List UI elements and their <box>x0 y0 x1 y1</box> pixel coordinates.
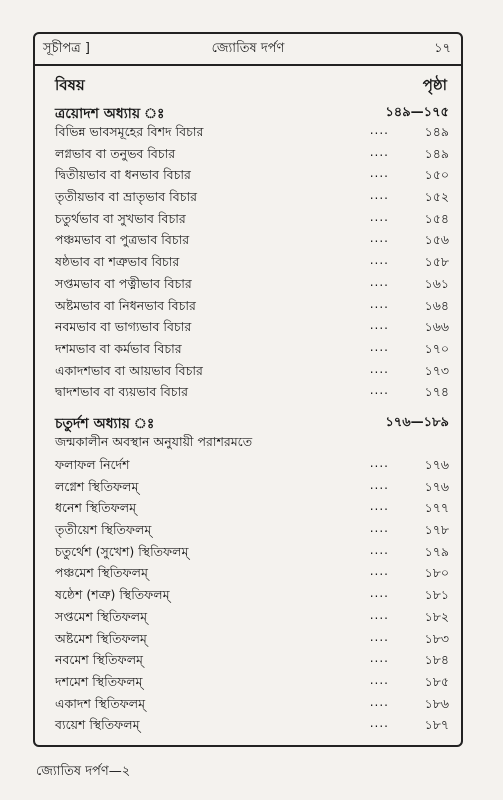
toc-entry <box>55 144 449 166</box>
toc-entry <box>55 455 449 477</box>
toc-entry-leader: .... <box>369 651 389 666</box>
toc-entry-page: ১৭০ <box>424 340 449 356</box>
toc-entry <box>55 165 449 187</box>
toc-entry-label: ষষ্ঠভাব বা শত্রুভাব বিচার <box>55 254 180 270</box>
toc-entry <box>55 230 449 252</box>
toc-entry-leader: .... <box>369 253 389 268</box>
toc-entry <box>55 629 449 651</box>
section-2-subheading: জন্মকালীন অবস্থান অনুযায়ী পরাশরমতে <box>55 434 253 449</box>
toc-entry-leader: .... <box>369 383 389 398</box>
toc-entry <box>55 296 449 318</box>
toc-entry-page: ১৪৯ <box>424 145 449 161</box>
toc-entry-leader: .... <box>369 456 389 470</box>
toc-entry-label: তৃতীয়েশ স্থিতিফলম্ <box>55 522 152 538</box>
toc-entry <box>55 382 449 404</box>
toc-entry <box>55 650 449 672</box>
toc-entry-leader: .... <box>369 339 389 354</box>
toc-entry-page: ১৮৭ <box>424 717 449 733</box>
toc-entry-leader: .... <box>369 607 389 622</box>
toc-entry-leader: .... <box>369 694 389 709</box>
toc-entry-label: দ্বিতীয়ভাব বা ধনভাব বিচার <box>55 167 191 183</box>
section-1-range: ১৪৯—১৭৫ <box>385 105 449 120</box>
toc-entry-page: ১৭৬ <box>424 457 449 472</box>
toc-entry-label: অষ্টমভাব বা নিধনভাব বিচার <box>55 297 196 313</box>
contents-frame <box>33 32 463 747</box>
page-column-heading: পৃষ্ঠা <box>422 76 447 94</box>
toc-entry-leader: .... <box>369 361 389 376</box>
toc-entry-leader: .... <box>369 629 389 644</box>
toc-entry <box>55 520 449 542</box>
toc-entry <box>55 317 449 339</box>
toc-entry-label: ধনেশ স্থিতিফলম্ <box>55 500 137 516</box>
toc-entry-page: ১৮২ <box>424 608 449 624</box>
toc-entry-label: সপ্তমেশ স্থিতিফলম্ <box>55 608 148 624</box>
toc-entry-label: অষ্টমেশ স্থিতিফলম্ <box>55 630 147 646</box>
toc-entry-leader: .... <box>369 188 389 203</box>
toc-entry-leader: .... <box>369 318 389 333</box>
running-head-title: জ্যোতিষ দর্পণ <box>211 41 285 56</box>
toc-entry-leader: .... <box>369 209 389 224</box>
toc-entry <box>55 563 449 585</box>
toc-entry-page: ১৮৫ <box>424 673 449 689</box>
toc-entry <box>55 477 449 499</box>
toc-entry-page: ১৪৯ <box>424 124 449 139</box>
section-2-range: ১৭৬—১৮৯ <box>385 415 449 430</box>
toc-entry-label: চতুর্থেশ (সুখেশ) স্থিতিফলম্ <box>55 543 189 559</box>
toc-entry-page: ১৫২ <box>424 189 449 205</box>
toc-entry-page: ১৭৭ <box>424 500 449 516</box>
toc-entry <box>55 122 449 144</box>
toc-entry-label: দশমভাব বা কর্মভাব বিচার <box>55 340 182 356</box>
toc-entry-page: ১৮০ <box>424 565 449 581</box>
toc-entry-leader: .... <box>369 542 389 557</box>
toc-entry-page: ১৫৬ <box>424 232 449 248</box>
section-2-title: চতুর্দশ অধ্যায় ঃ <box>55 416 155 432</box>
toc-entry <box>55 187 449 209</box>
toc-entry-page: ১৮৬ <box>424 695 449 711</box>
toc-entry-page: ১৫৪ <box>424 210 449 226</box>
toc-entry-leader: .... <box>369 672 389 687</box>
toc-entry-leader: .... <box>369 499 389 514</box>
toc-entry-leader: .... <box>369 144 389 159</box>
toc-entry-page: ১৭৪ <box>424 384 449 400</box>
toc-entry-label: সপ্তমভাব বা পত্নীভাব বিচার <box>55 275 192 291</box>
toc-entry-label: নবমভাব বা ভাগ্যভাব বিচার <box>55 319 192 335</box>
toc-entry <box>55 274 449 296</box>
toc-entry <box>55 694 449 716</box>
toc-entry-label: পঞ্চমভাব বা পুত্রভাব বিচার <box>55 232 190 248</box>
toc-entry-page: ১৬৪ <box>424 297 449 313</box>
toc-entry-page: ১৮৪ <box>424 652 449 668</box>
toc-entry-leader: .... <box>369 296 389 311</box>
toc-entry-label: ফলাফল নির্দেশ <box>55 457 130 472</box>
page-footer: জ্যোতিষ দর্পণ—২ <box>36 764 131 779</box>
page-number: ১৭ <box>434 41 451 56</box>
toc-entry <box>55 585 449 607</box>
toc-entry-page: ১৬১ <box>424 275 449 291</box>
toc-entry-label: পঞ্চমেশ স্থিতিফলম্ <box>55 565 148 581</box>
toc-entry-label: একাদশ স্থিতিফলম্ <box>55 695 146 711</box>
toc-entry <box>55 672 449 694</box>
toc-entry <box>55 339 449 361</box>
toc-entry-page: ১৮১ <box>424 587 449 603</box>
section-2-list <box>55 455 449 737</box>
toc-entry-label: নবমেশ স্থিতিফলম্ <box>55 652 143 668</box>
toc-entry-label: ব্যয়েশ স্থিতিফলম্ <box>55 717 140 733</box>
toc-entry <box>55 361 449 383</box>
toc-entry-leader: .... <box>369 716 389 731</box>
toc-entry <box>55 607 449 629</box>
toc-entry-label: লগ্নেশ স্থিতিফলম্ <box>55 478 139 494</box>
toc-entry-page: ১৭৩ <box>424 362 449 378</box>
toc-entry-leader: .... <box>369 586 389 601</box>
toc-entry-page: ১৭৬ <box>424 478 449 494</box>
section-1-title: ত্রয়োদশ অধ্যায় ঃ <box>55 106 165 122</box>
toc-entry-label: একাদশভাব বা আয়ভাব বিচার <box>55 362 203 378</box>
running-head-left: সূচীপত্র ] <box>43 41 90 56</box>
toc-entry-label: দশমেশ স্থিতিফলম্ <box>55 673 143 689</box>
toc-entry-page: ১৮৩ <box>424 630 449 646</box>
toc-entry-leader: .... <box>369 564 389 579</box>
toc-entry-label: লগ্নভাব বা তনুভব বিচার <box>55 145 176 161</box>
toc-entry-leader: .... <box>369 231 389 246</box>
subject-column-heading: বিষয় <box>55 76 85 94</box>
toc-entry-page: ১৬৬ <box>424 319 449 335</box>
toc-entry-leader: .... <box>369 166 389 181</box>
toc-entry <box>55 209 449 231</box>
toc-entry-label: দ্বাদশভাব বা ব্যয়ভাব বিচার <box>55 384 189 400</box>
toc-entry <box>55 498 449 520</box>
toc-entry-leader: .... <box>369 521 389 536</box>
toc-entry-label: ষষ্ঠেশ (শত্রু) স্থিতিফলম্ <box>55 587 170 603</box>
toc-entry-leader: .... <box>369 477 389 492</box>
toc-entry-label: তৃতীয়ভাব বা ভ্রাতৃভাব বিচার <box>55 189 197 205</box>
toc-entry-leader: .... <box>369 274 389 289</box>
toc-entry <box>55 542 449 564</box>
header-divider <box>35 64 461 66</box>
toc-entry-page: ১৫৮ <box>424 254 449 270</box>
toc-entry-page: ১৭৯ <box>424 543 449 559</box>
toc-entry <box>55 252 449 274</box>
toc-entry-label: চতুর্থভাব বা সুখভাব বিচার <box>55 210 186 226</box>
section-1-list <box>55 122 449 404</box>
toc-entry-page: ১৫০ <box>424 167 449 183</box>
toc-entry-leader: .... <box>369 123 389 137</box>
toc-entry <box>55 715 449 737</box>
toc-entry-label: বিভিন্ন ভাবসমূহের বিশদ বিচার <box>55 124 204 139</box>
toc-entry-page: ১৭৮ <box>424 522 449 538</box>
